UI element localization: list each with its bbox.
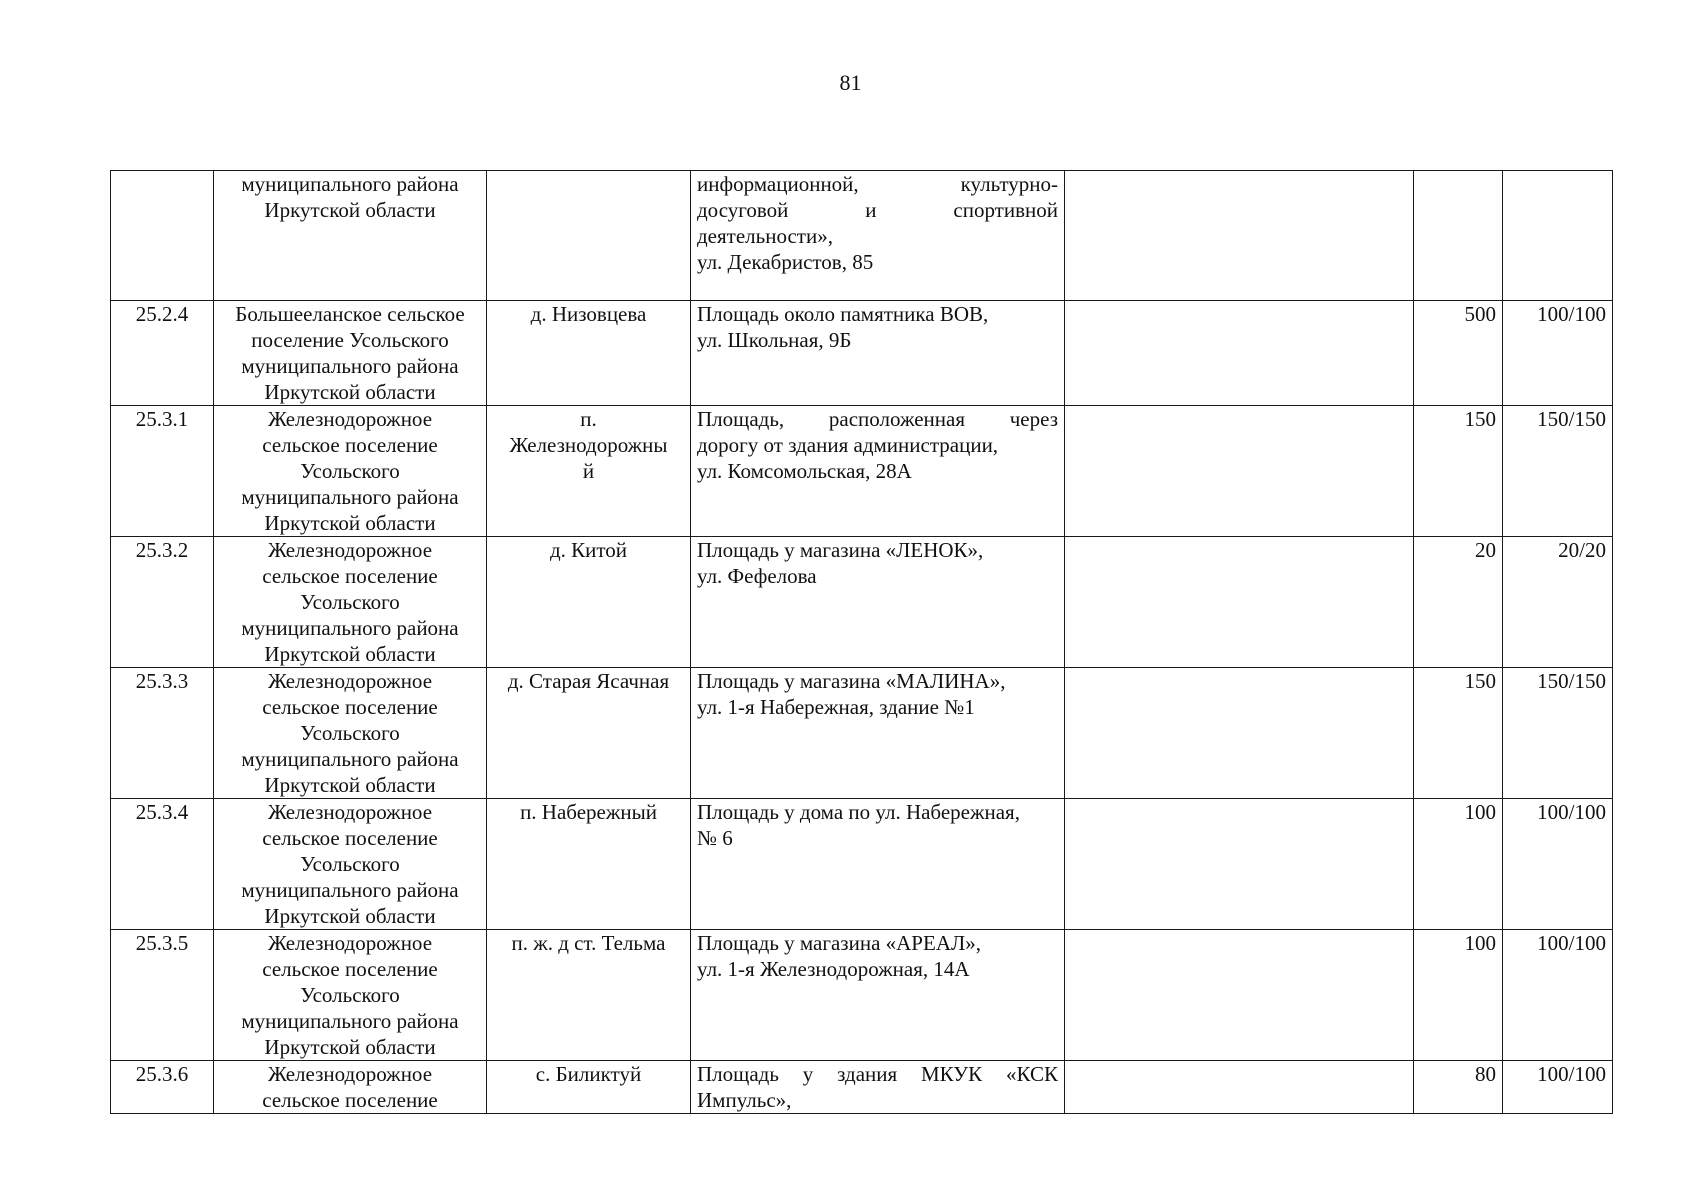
capacity-cell xyxy=(1503,799,1613,930)
municipality-line: Железнодорожное xyxy=(267,669,433,693)
row-number-cell xyxy=(111,301,214,406)
municipality-line: Железнодорожное xyxy=(267,1062,433,1086)
area-value: 100 xyxy=(1464,800,1496,824)
locality-line: д. Китой xyxy=(549,538,628,562)
locality-cell xyxy=(487,668,691,799)
municipality-line: Иркутской области xyxy=(264,904,436,928)
municipality-line: Иркутской области xyxy=(264,1035,436,1059)
description-line: ул. Школьная, 9Б xyxy=(697,328,852,352)
municipality-line: муниципального района xyxy=(241,616,459,640)
site-description-cell xyxy=(691,668,1065,799)
empty-cell xyxy=(1065,668,1414,799)
area-value: 80 xyxy=(1475,1062,1496,1086)
description-line: Импульс», xyxy=(697,1088,792,1112)
description-line: Площадь у магазина «ЛЕНОК», xyxy=(697,538,984,562)
capacity-value: 100/100 xyxy=(1537,931,1606,955)
area-cell xyxy=(1414,301,1503,406)
municipality-cell xyxy=(214,537,487,668)
municipality-line: сельское поселение xyxy=(262,826,438,850)
site-description-cell xyxy=(691,1061,1065,1114)
locality-cell xyxy=(487,537,691,668)
locality-line: п. ж. д ст. Тельма xyxy=(511,931,666,955)
municipality-line: сельское поселение xyxy=(262,957,438,981)
locality-cell xyxy=(487,930,691,1061)
site-description-cell xyxy=(691,301,1065,406)
empty-cell xyxy=(1065,301,1414,406)
locality-line: п. Набережный xyxy=(520,800,657,824)
capacity-value: 100/100 xyxy=(1537,302,1606,326)
locality-cell xyxy=(487,171,691,301)
area-cell xyxy=(1414,171,1503,301)
locality-line: Железнодорожны xyxy=(509,433,668,457)
capacity-cell xyxy=(1503,171,1613,301)
municipality-cell xyxy=(214,301,487,406)
locality-cell xyxy=(487,1061,691,1114)
area-value: 150 xyxy=(1464,669,1496,693)
row-number: 25.3.4 xyxy=(135,800,189,824)
description-line: ул. Фефелова xyxy=(697,564,817,588)
empty-cell xyxy=(1065,1061,1414,1114)
site-description-cell xyxy=(691,171,1065,301)
area-cell xyxy=(1414,799,1503,930)
empty-cell xyxy=(1065,171,1414,301)
row-number-cell xyxy=(111,1061,214,1114)
description-line: Площадь около памятника ВОВ, xyxy=(697,302,989,326)
description-line: Площадь у магазина «АРЕАЛ», xyxy=(697,931,981,955)
table-row xyxy=(111,537,1613,668)
row-number-cell xyxy=(111,406,214,537)
table-row xyxy=(111,930,1613,1061)
municipality-line: Усольского xyxy=(300,590,400,614)
area-value: 500 xyxy=(1464,302,1496,326)
row-number-cell xyxy=(111,668,214,799)
description-line: деятельности», xyxy=(697,224,833,248)
description-line: Площадь у магазина «МАЛИНА», xyxy=(697,669,1006,693)
capacity-cell xyxy=(1503,537,1613,668)
empty-cell xyxy=(1065,406,1414,537)
description-line: Площадь у дома по ул. Набережная, xyxy=(697,800,1020,824)
municipality-line: муниципального района xyxy=(241,485,459,509)
municipality-line: Усольского xyxy=(300,983,400,1007)
municipality-line: муниципального района xyxy=(241,1009,459,1033)
page-number: 81 xyxy=(839,70,862,95)
row-number: 25.3.6 xyxy=(135,1062,189,1086)
area-cell xyxy=(1414,537,1503,668)
municipality-cell xyxy=(214,406,487,537)
sites-table xyxy=(110,170,1613,1114)
description-line: ул. 1-я Железнодорожная, 14А xyxy=(697,957,970,981)
description-line: ул. Декабристов, 85 xyxy=(697,250,874,274)
capacity-value: 150/150 xyxy=(1537,669,1606,693)
municipality-line: Иркутской области xyxy=(264,198,436,222)
table-row xyxy=(111,301,1613,406)
municipality-line: Железнодорожное xyxy=(267,800,433,824)
empty-cell xyxy=(1065,930,1414,1061)
site-description-cell xyxy=(691,930,1065,1061)
locality-line: с. Биликтуй xyxy=(535,1062,642,1086)
row-number-cell xyxy=(111,930,214,1061)
capacity-value: 150/150 xyxy=(1537,407,1606,431)
capacity-value: 20/20 xyxy=(1558,538,1606,562)
empty-cell xyxy=(1065,537,1414,668)
municipality-line: Иркутской области xyxy=(264,511,436,535)
municipality-line: сельское поселение xyxy=(262,695,438,719)
area-value: 20 xyxy=(1475,538,1496,562)
description-line: информационной, культурно- xyxy=(697,172,1058,196)
municipality-line: Железнодорожное xyxy=(267,407,433,431)
row-number-cell xyxy=(111,537,214,668)
municipality-cell xyxy=(214,171,487,301)
description-line: № 6 xyxy=(697,826,733,850)
description-line: Площадь у здания МКУК «КСК xyxy=(697,1062,1058,1086)
locality-line: д. Старая Ясачная xyxy=(507,669,670,693)
row-number-cell xyxy=(111,171,214,301)
municipality-cell xyxy=(214,799,487,930)
table-body xyxy=(111,171,1613,1114)
description-line: ул. Комсомольская, 28А xyxy=(697,459,912,483)
row-number: 25.3.3 xyxy=(135,669,189,693)
municipality-line: муниципального района xyxy=(241,354,459,378)
table-row xyxy=(111,799,1613,930)
locality-line: д. Низовцева xyxy=(530,302,647,326)
capacity-value: 100/100 xyxy=(1537,800,1606,824)
municipality-line: сельское поселение xyxy=(262,564,438,588)
table-row xyxy=(111,171,1613,301)
area-value: 100 xyxy=(1464,931,1496,955)
capacity-cell xyxy=(1503,301,1613,406)
description-line: Площадь, расположенная через xyxy=(697,407,1058,431)
row-number: 25.2.4 xyxy=(135,302,189,326)
municipality-cell xyxy=(214,668,487,799)
municipality-line: Большееланское сельское xyxy=(235,302,465,326)
municipality-line: Усольского xyxy=(300,721,400,745)
locality-line: п. xyxy=(580,407,597,431)
capacity-value: 100/100 xyxy=(1537,1062,1606,1086)
municipality-line: Иркутской области xyxy=(264,380,436,404)
locality-cell xyxy=(487,406,691,537)
municipality-line: Железнодорожное xyxy=(267,538,433,562)
municipality-line: сельское поселение xyxy=(262,1088,438,1112)
row-number: 25.3.2 xyxy=(135,538,189,562)
municipality-line: Усольского xyxy=(300,852,400,876)
locality-cell xyxy=(487,799,691,930)
table-row xyxy=(111,406,1613,537)
municipality-line: муниципального района xyxy=(241,747,459,771)
municipality-line: Усольского xyxy=(300,459,400,483)
table-row xyxy=(111,1061,1613,1114)
table-row xyxy=(111,668,1613,799)
capacity-cell xyxy=(1503,668,1613,799)
capacity-cell xyxy=(1503,930,1613,1061)
area-cell xyxy=(1414,930,1503,1061)
municipality-cell xyxy=(214,930,487,1061)
area-value: 150 xyxy=(1464,407,1496,431)
empty-cell xyxy=(1065,799,1414,930)
site-description-cell xyxy=(691,537,1065,668)
row-number: 25.3.5 xyxy=(135,931,189,955)
municipality-line: Иркутской области xyxy=(264,773,436,797)
locality-cell xyxy=(487,301,691,406)
capacity-cell xyxy=(1503,406,1613,537)
municipality-line: поселение Усольского xyxy=(251,328,449,352)
row-number: 25.3.1 xyxy=(135,407,189,431)
municipality-line: Иркутской области xyxy=(264,642,436,666)
municipality-cell xyxy=(214,1061,487,1114)
description-line: дорогу от здания администрации, xyxy=(697,433,999,457)
site-description-cell xyxy=(691,799,1065,930)
locality-line: й xyxy=(582,459,595,483)
municipality-line: муниципального района xyxy=(241,172,459,196)
row-number-cell xyxy=(111,799,214,930)
municipality-line: Железнодорожное xyxy=(267,931,433,955)
area-cell xyxy=(1414,1061,1503,1114)
municipality-line: муниципального района xyxy=(241,878,459,902)
municipality-line: сельское поселение xyxy=(262,433,438,457)
description-line: досуговой и спортивной xyxy=(697,198,1058,222)
area-cell xyxy=(1414,406,1503,537)
capacity-cell xyxy=(1503,1061,1613,1114)
area-cell xyxy=(1414,668,1503,799)
description-line: ул. 1-я Набережная, здание №1 xyxy=(697,695,975,719)
site-description-cell xyxy=(691,406,1065,537)
